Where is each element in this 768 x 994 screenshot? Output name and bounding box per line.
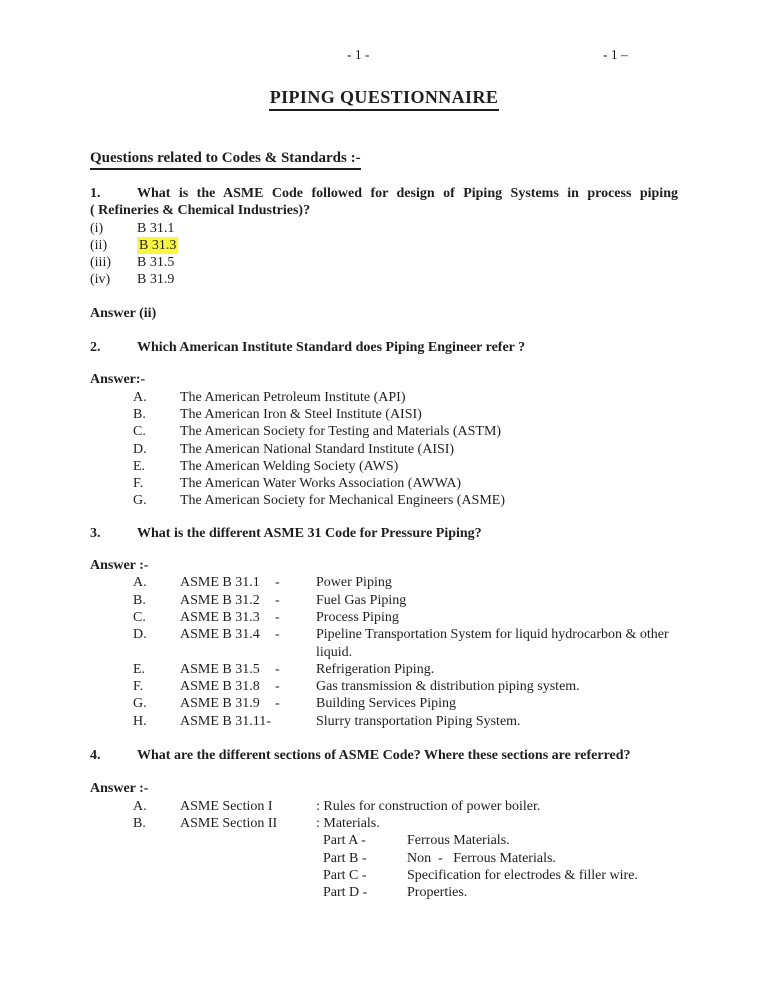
item-letter: B. — [133, 815, 146, 831]
item-letter: F. — [133, 476, 144, 492]
item-desc: : Rules for construction of power boiler. — [316, 798, 541, 814]
q2-item-a — [90, 389, 678, 406]
q1-answer: Answer (ii) — [90, 305, 157, 321]
item-code: ASME B 31.8 — [180, 679, 260, 695]
question-3-number: 3. — [90, 525, 101, 541]
question-1-text: What is the ASME Code followed for design of Piping Systems in process piping — [137, 186, 678, 201]
question-2-text: Which American Institute Standard does Piping Engineer refer ? — [137, 340, 526, 356]
item-letter: B. — [133, 592, 146, 608]
item-letter: E. — [133, 661, 146, 677]
item-desc: Pipeline Transportation System for liquid hydrocarbon & other liquid. — [316, 627, 669, 660]
item-text: The American Iron & Steel Institute (AISI) — [180, 406, 422, 422]
item-letter: A. — [133, 389, 147, 405]
question-1-line1 — [90, 185, 678, 202]
option-value: B 31.1 — [137, 220, 175, 236]
item-desc: Refrigeration Piping. — [316, 661, 435, 677]
page-number-right: - 1 – — [603, 47, 628, 62]
q3-answer-label: Answer :- — [90, 558, 149, 574]
q4-part-a — [90, 832, 678, 849]
item-text: The American Water Works Association (AWWA) — [180, 476, 462, 492]
q2-item-e — [90, 458, 678, 475]
question-3-text: What is the different ASME 31 Code for Pressure Piping? — [137, 525, 482, 541]
q2-item-c — [90, 423, 678, 440]
item-letter: A. — [133, 575, 147, 591]
question-4-number: 4. — [90, 748, 101, 764]
q2-item-d — [90, 441, 678, 458]
item-text: The American National Standard Institute (AISI) — [180, 441, 455, 457]
option-marker: (i) — [90, 220, 104, 236]
q2-item-g — [90, 492, 678, 509]
q4-part-b — [90, 850, 678, 867]
item-letter: F. — [133, 679, 144, 695]
item-letter: H. — [133, 713, 147, 729]
q2-answer-label: Answer:- — [90, 372, 146, 388]
part-label: Part C - — [323, 867, 367, 883]
option-value: B 31.5 — [137, 255, 175, 271]
item-dash: - — [275, 609, 280, 625]
q3-item-d — [90, 626, 678, 661]
question-4 — [90, 747, 678, 764]
question-4-text: What are the different sections of ASME Code? Where these sections are referred? — [137, 748, 631, 764]
item-desc: Building Services Piping — [316, 696, 456, 712]
part-label: Part B - — [323, 850, 367, 866]
item-code: ASME B 31.9 — [180, 696, 260, 712]
q4-part-d — [90, 884, 678, 901]
q3-item-f — [90, 678, 678, 695]
option-value: B 31.9 — [137, 272, 175, 288]
part-desc: Ferrous Materials. — [407, 833, 510, 849]
section-heading: Questions related to Codes & Standards :- — [90, 149, 361, 170]
q1-option-iv — [90, 271, 678, 288]
q4-item-a — [90, 798, 678, 815]
item-letter: A. — [133, 798, 147, 814]
item-dash: - — [275, 661, 280, 677]
item-text: The American Society for Testing and Materials (ASTM) — [180, 424, 502, 440]
item-desc: Gas transmission & distribution piping system. — [316, 679, 580, 695]
q3-item-a — [90, 574, 678, 591]
item-letter: B. — [133, 406, 146, 422]
item-desc: Slurry transportation Piping System. — [316, 713, 521, 729]
q3-item-g — [90, 695, 678, 712]
item-desc: : Materials. — [316, 815, 380, 831]
item-letter: G. — [133, 493, 147, 509]
q3-item-b — [90, 592, 678, 609]
item-desc: Power Piping — [316, 575, 392, 591]
q4-item-b — [90, 815, 678, 832]
item-code: ASME B 31.3 — [180, 609, 260, 625]
part-desc: Specification for electrodes & filler wire. — [407, 867, 638, 883]
question-1-number: 1. — [90, 186, 101, 201]
part-desc: Non - Ferrous Materials. — [407, 850, 556, 866]
item-code: ASME B 31.11- — [180, 713, 271, 729]
item-letter: C. — [133, 424, 146, 440]
item-letter: D. — [133, 627, 147, 643]
highlighted-answer: B 31.3 — [139, 237, 177, 253]
q1-option-ii — [90, 237, 678, 254]
item-code: ASME B 31.4 — [180, 627, 260, 643]
question-3 — [90, 525, 678, 542]
q3-item-c — [90, 609, 678, 626]
item-letter: C. — [133, 609, 146, 625]
part-desc: Properties. — [407, 885, 468, 901]
item-letter: D. — [133, 441, 147, 457]
part-label: Part D - — [323, 885, 368, 901]
document-title: PIPING QUESTIONNAIRE — [269, 87, 500, 111]
item-code: ASME B 31.1 — [180, 575, 260, 591]
item-code: ASME B 31.5 — [180, 661, 260, 677]
item-code: ASME Section II — [180, 815, 278, 831]
item-dash: - — [275, 627, 280, 643]
q3-item-e — [90, 661, 678, 678]
item-desc: Process Piping — [316, 609, 399, 625]
item-letter: G. — [133, 696, 147, 712]
question-2-number: 2. — [90, 340, 101, 356]
item-code: ASME Section I — [180, 798, 273, 814]
item-code: ASME B 31.2 — [180, 592, 260, 608]
page-number-center: - 1 - — [347, 47, 370, 62]
item-letter: E. — [133, 458, 146, 474]
option-marker: (iii) — [90, 255, 111, 271]
q2-item-f — [90, 475, 678, 492]
q1-option-i — [90, 220, 678, 237]
part-label: Part A - — [323, 833, 366, 849]
q2-item-b — [90, 406, 678, 423]
item-desc: Fuel Gas Piping — [316, 592, 407, 608]
item-dash: - — [275, 575, 280, 591]
item-text: The American Society for Mechanical Engineers (ASME) — [180, 493, 506, 509]
item-text: The American Petroleum Institute (API) — [180, 389, 406, 405]
q3-item-h — [90, 713, 678, 730]
item-dash: - — [275, 696, 280, 712]
question-1-line2: ( Refineries & Chemical Industries)? — [90, 203, 311, 219]
item-dash — [275, 713, 316, 730]
q1-option-iii — [90, 254, 678, 271]
item-dash: - — [275, 592, 280, 608]
option-marker: (iv) — [90, 272, 111, 288]
q4-answer-label: Answer :- — [90, 781, 149, 797]
q4-part-c — [90, 867, 678, 884]
question-2 — [90, 339, 678, 356]
item-text: The American Welding Society (AWS) — [180, 458, 399, 474]
item-dash: - — [275, 679, 280, 695]
option-marker: (ii) — [90, 237, 108, 253]
